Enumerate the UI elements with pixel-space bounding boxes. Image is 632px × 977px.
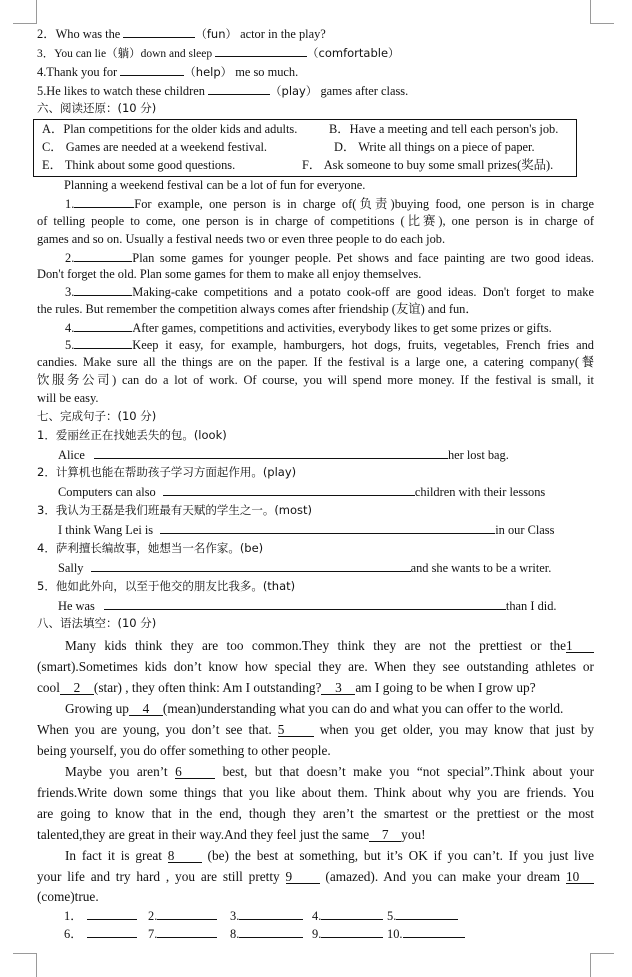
grammar-text: When you are young, you don’t see that. [37,722,272,737]
question-3 [37,44,400,62]
question-5 [37,82,408,99]
crop-mark-top-right [590,0,614,24]
passage-para-5-line-1 [37,336,594,354]
grammar-text: Many kids think they are too common.They think they are not the prettiest or the [65,638,566,653]
sentence-3-prompt: 3．我认为王磊是我们班最有天赋的学生之一。(most) [37,503,313,517]
para-text: Keep it easy, for example, hamburgers, hot dogs, fruits, vegetables, French fries and [132,338,594,352]
passage-para-5-line-2: candies. Make sure all the things are on the paper. If the festival is a large one, a catering company(餐 [37,355,594,369]
passage-para-5-line-3: 饮服务公司) can do a lot of work. Of course, you will spend more money. If the festival is small, it [37,373,594,387]
q3-text: 3．You can lie（躺）down and sleep [37,48,216,60]
passage-para-3-line-1 [37,283,594,301]
sentence-3-answer [58,521,554,538]
answer-blank[interactable] [74,195,134,208]
grammar-line-5 [37,719,594,740]
grammar-line-11 [37,845,594,866]
blank-7[interactable]: 7 [369,829,401,842]
grammar-line-4 [65,698,563,719]
options-box [33,119,577,177]
q5-text: 5.He likes to watch these children [37,84,209,98]
answer-blank[interactable] [163,483,415,496]
blank-3[interactable]: 3 [321,682,355,695]
answer-number: 1． [64,909,83,923]
passage-intro: Planning a weekend festival can be a lot of fun for everyone. [64,178,366,192]
grammar-text: (mean)understanding what you can do and what you can offer to the world. [162,701,564,716]
sentence-4-prompt: 4．萨利擅长编故事，她想当一名作家。(be) [37,541,264,555]
grammar-text: talented,they are great in their way.And they feel just the same [37,827,370,842]
answer-blank[interactable] [157,925,217,938]
answer-blank[interactable] [239,907,303,920]
q4-hint: （help） [184,65,233,79]
answer-number: 9. [312,927,322,941]
sentence-end: in our Class [495,523,555,537]
grammar-line-12 [37,866,594,887]
answer-number: 4. [312,909,322,923]
answer-blank[interactable] [74,249,132,262]
answer-blank[interactable] [321,925,383,938]
blank-10[interactable]: 10 [566,871,594,884]
q2-hint: （fun） [195,27,238,41]
answer-blank[interactable] [87,907,137,920]
para-text: For example, one person is in charge of(负责)buying food, one person is in charge [134,197,594,211]
sentence-end: her lost bag. [447,448,509,462]
blank-number: 4. [65,321,75,335]
answer-blank[interactable] [74,336,132,349]
option-b: B．Have a meeting and tell each person's job. [329,122,559,136]
q2-text: 2．Who was the [37,27,124,41]
sentence-1-answer [58,446,509,463]
answer-row-1 [64,907,458,924]
grammar-text: cool [37,680,60,695]
blank-number: 2. [65,251,75,265]
question-2 [37,25,326,42]
crop-mark-bottom-left [13,953,37,977]
para-text: Making-cake competitions and a potato cook-off are good ideas. Don't forget to make [132,285,594,299]
answer-blank[interactable] [215,44,307,57]
passage-para-1-line-3: games and so on. Usually a festival needs two or even three people to do each job. [37,232,446,246]
passage-para-3-line-2: the rules. But remember the competition always comes after friendship (友谊) and fun． [37,302,478,316]
passage-para-2-line-2: Don't forget the old. Plan some games for them to make all enjoy themselves. [37,267,422,281]
answer-blank[interactable] [160,521,495,534]
option-a: A．Plan competitions for the older kids and adults. [42,122,298,136]
grammar-line-9: are going to know that in the end, though they aren’t the smartest or the prettiest or the most [37,806,594,821]
section-7-heading: 七、完成句子：(10 分) [37,409,157,423]
para-text: After games, competitions and activities, everybody likes to get some prizes or gifts. [132,321,552,335]
sentence-2-answer [58,483,545,500]
grammar-text: Growing up [65,701,129,716]
answer-blank[interactable] [94,446,448,459]
passage-para-5-line-4: will be easy. [37,391,99,405]
blank-2[interactable]: 2 [60,682,94,695]
q5-hint: （play） [270,84,318,98]
blank-9[interactable]: 9 [286,871,320,884]
sentence-start: Computers can also [58,485,159,499]
q5-post: games after class. [317,84,409,98]
grammar-line-1 [37,635,594,656]
answer-number: 7. [148,927,158,941]
q4-text: 4.Thank you for [37,65,121,79]
answer-blank[interactable] [208,82,270,95]
grammar-text: In fact it is great [65,848,162,863]
blank-5[interactable]: 5 [278,724,314,737]
answer-blank[interactable] [120,63,184,76]
grammar-text: best, but that doesn’t make you “not special”.Think about your [222,764,595,779]
answer-blank[interactable] [396,907,458,920]
section-8-heading: 八、语法填空：(10 分) [37,616,157,630]
grammar-text: your life and try hard , you are still pretty [37,869,280,884]
grammar-text: am I going to be when I grow up? [355,680,536,695]
para-text: Plan some games for younger people. Pet shows and face painting are two good ideas. [132,251,594,265]
q2-post: actor in the play? [237,27,326,41]
grammar-line-13: (come)true. [37,889,99,904]
answer-row-2 [64,925,465,942]
sentence-start: Sally [58,561,87,575]
blank-number: 3. [65,285,75,299]
grammar-text: (be) the best at something, but it’s OK if you can’t. If you just live [207,848,594,863]
option-f: F． Ask someone to buy some small prizes(奖品). [302,158,554,172]
answer-blank[interactable] [104,597,506,610]
blank-8[interactable]: 8 [168,850,202,863]
grammar-text: when you get older, you may know that just by [319,722,594,737]
crop-mark-top-left [13,0,37,24]
option-c: C． Games are needed at a weekend festival. [42,140,267,154]
sentence-5-prompt: 5．他如此外向，以至于他交的朋友比我多。(that) [37,579,296,593]
answer-number: 2. [148,909,158,923]
answer-number: 5. [387,909,397,923]
sentence-end: children with their lessons [414,485,546,499]
option-e: E． Think about some good questions. [42,158,236,172]
sentence-4-answer [58,559,551,576]
crop-mark-bottom-right [590,953,614,977]
q4-post: me so much. [232,65,299,79]
sentence-1-prompt: 1．爱丽丝正在找她丢失的包。(look) [37,428,227,442]
blank-1[interactable]: 1 [566,640,594,653]
grammar-line-3 [37,677,536,698]
grammar-text: (amazed). And you can make your dream [325,869,561,884]
answer-blank[interactable] [321,907,383,920]
grammar-line-6: being yourself, you do offer something to other people. [37,743,331,758]
grammar-line-7 [37,761,594,782]
answer-number: 6． [64,927,83,941]
answer-number: 8. [230,927,240,941]
option-d: D． Write all things on a piece of paper. [334,140,535,154]
grammar-line-2: (smart).Sometimes kids don’t know how special they are. When they see outstanding athletes or [37,659,594,674]
sentence-end: and she wants to be a writer. [410,561,552,575]
passage-para-2-line-1 [37,249,594,267]
question-4 [37,63,298,80]
sentence-start: He was [58,599,98,613]
blank-6[interactable]: 6 [175,766,215,779]
sentence-end: than I did. [505,599,557,613]
blank-number: 5. [65,338,75,352]
passage-para-1-line-1 [37,195,594,213]
grammar-line-10 [37,824,426,845]
answer-number: 3. [230,909,240,923]
blank-number: 1. [65,197,75,211]
answer-blank[interactable] [91,559,411,572]
answer-number: 10. [387,927,403,941]
sentence-start: Alice [58,448,88,462]
answer-blank[interactable] [239,925,303,938]
passage-para-4 [65,319,552,336]
grammar-text: Maybe you aren’t [65,764,168,779]
q3-hint: （comfortable） [307,46,400,60]
grammar-line-8: friends.Write down some things that you like about them. Think about why you are friends. You [37,785,594,800]
answer-blank[interactable] [123,25,195,38]
sentence-5-answer [58,597,557,614]
answer-blank[interactable] [74,283,132,296]
sentence-2-prompt: 2．计算机也能在帮助孩子学习方面起作用。(play) [37,465,297,479]
blank-4[interactable]: 4 [129,703,163,716]
grammar-text: you! [401,827,426,842]
answer-blank[interactable] [74,319,132,332]
answer-blank[interactable] [157,907,217,920]
section-6-heading: 六、阅读还原：(10 分) [37,101,157,115]
sentence-start: I think Wang Lei is [58,523,157,537]
answer-blank[interactable] [403,925,465,938]
grammar-text: (star) , they often think: Am I outstanding? [93,680,322,695]
passage-para-1-line-2: of telling people to come, one person is in charge of competitions (比赛), one person is in charge of [37,214,594,228]
answer-blank[interactable] [87,925,137,938]
